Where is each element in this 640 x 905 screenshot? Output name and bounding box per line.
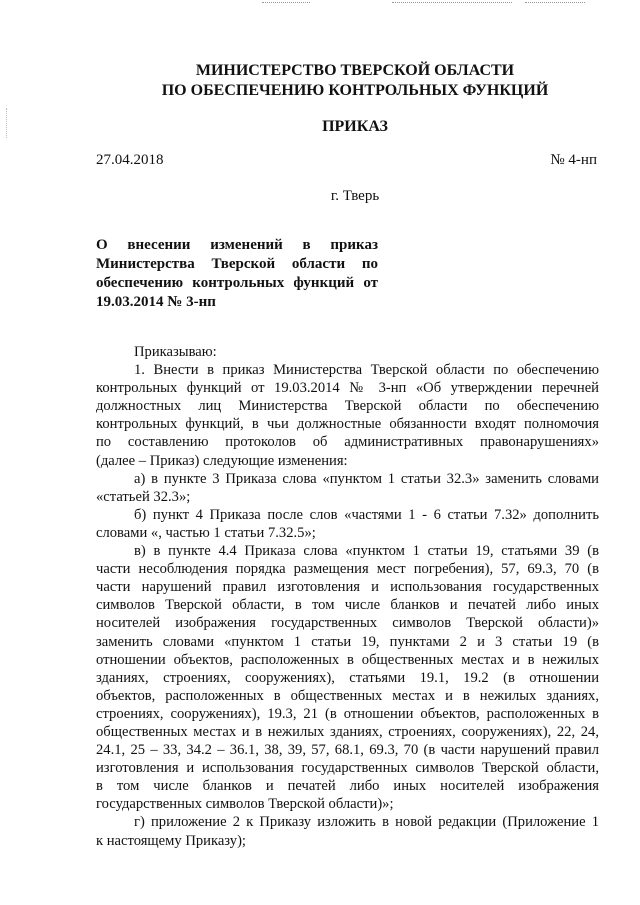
body-line: словами «, частью 1 статьи 7.32.5»; [96, 524, 316, 541]
body-line: заменить словами «пунктом 1 статьи 19, пунктами 2 и 3 статьи 19 (в [96, 633, 599, 650]
body-line: общественных местах и в нежилых зданиях, строениях, сооружениях), 22, 24, [96, 723, 599, 740]
scan-artifact-mark [392, 2, 512, 4]
body-line: носителей изображения государственных символов Тверской области)» [96, 615, 599, 632]
body-line: контрольных функций от 19.03.2014 № 3-нп «Об утверждении перечней [96, 380, 599, 397]
document-number: № 4-нп [550, 152, 597, 168]
document-date: 27.04.2018 [96, 152, 164, 168]
body-line: контрольных функций, в чьи должностные обязанности входят полномочия [96, 416, 599, 433]
body-line: 24.1, 25 – 33, 34.2 – 36.1, 38, 39, 57, 68.1, 69.3, 70 (в части нарушений правил [96, 742, 599, 759]
body-line: отношении объектов, расположенных в общественных местах и в нежилых [96, 651, 599, 668]
body-line: (далее – Приказ) следующие изменения: [96, 452, 348, 469]
body-line: 1. Внести в приказ Министерства Тверской области по обеспечению [134, 362, 599, 379]
body-line: зданиях, строениях, сооружениях), статьями 19.1, 19.2 (в отношении [96, 669, 599, 686]
ministry-name-line-2: ПО ОБЕСПЕЧЕНИЮ КОНТРОЛЬНЫХ ФУНКЦИЙ [161, 82, 549, 99]
body-line: в том числе бланков и печатей либо иных носителей изображения [96, 778, 599, 795]
body-line: должностных лиц Министерства Тверской области по обеспечению [96, 398, 599, 415]
body-line: б) пункт 4 Приказа после слов «частями 1 - 6 статьи 7.32» дополнить [134, 506, 599, 523]
body-line: части несоблюдения порядка размещения мест погребения), 57, 69.3, 70 (в [96, 561, 599, 578]
subject-line: Министерства Тверской области по [96, 256, 378, 272]
body-line: к настоящему Приказу); [96, 832, 246, 849]
subject-line: О внесении изменений в приказ [96, 237, 378, 253]
body-line: изготовления и использования государственных символов Тверской области, [96, 760, 599, 777]
document-body [96, 343, 599, 850]
body-line: части нарушений правил изготовления и использования государственных [96, 579, 599, 596]
document-city: г. Тверь [330, 188, 380, 204]
subject-line: обеспечению контрольных функций от [96, 275, 378, 291]
body-line: в) в пункте 4.4 Приказа слова «пунктом 1 статьи 19, статьями 39 (в [134, 543, 599, 560]
body-line: строениях, сооружениях), 19.3, 21 (в отношении объектов, расположенных в [96, 705, 599, 722]
document-type: ПРИКАЗ [322, 118, 388, 135]
subject-line: 19.03.2014 № 3-нп [96, 294, 216, 310]
ministry-header [0, 61, 640, 101]
scan-artifact-mark [262, 2, 310, 4]
document-subject [96, 236, 378, 312]
body-line: объектов, расположенных в общественных местах и в нежилых зданиях, [96, 687, 599, 704]
body-line: Приказываю: [134, 344, 217, 360]
body-line: а) в пункте 3 Приказа слова «пунктом 1 статьи 32.3» заменить словами [134, 470, 599, 487]
body-line: «статьей 32.3»; [96, 488, 191, 505]
scan-artifact-mark [525, 2, 585, 4]
body-line: государственных символов Тверской области)»; [96, 796, 394, 813]
body-line: символов Тверской области, в том числе бланков и печатей либо иных [96, 597, 599, 614]
body-line: г) приложение 2 к Приказу изложить в новой редакции (Приложение 1 [134, 814, 599, 831]
body-line: по составлению протоколов об административных правонарушениях» [96, 434, 599, 451]
ministry-name-line-1: МИНИСТЕРСТВО ТВЕРСКОЙ ОБЛАСТИ [195, 62, 515, 79]
